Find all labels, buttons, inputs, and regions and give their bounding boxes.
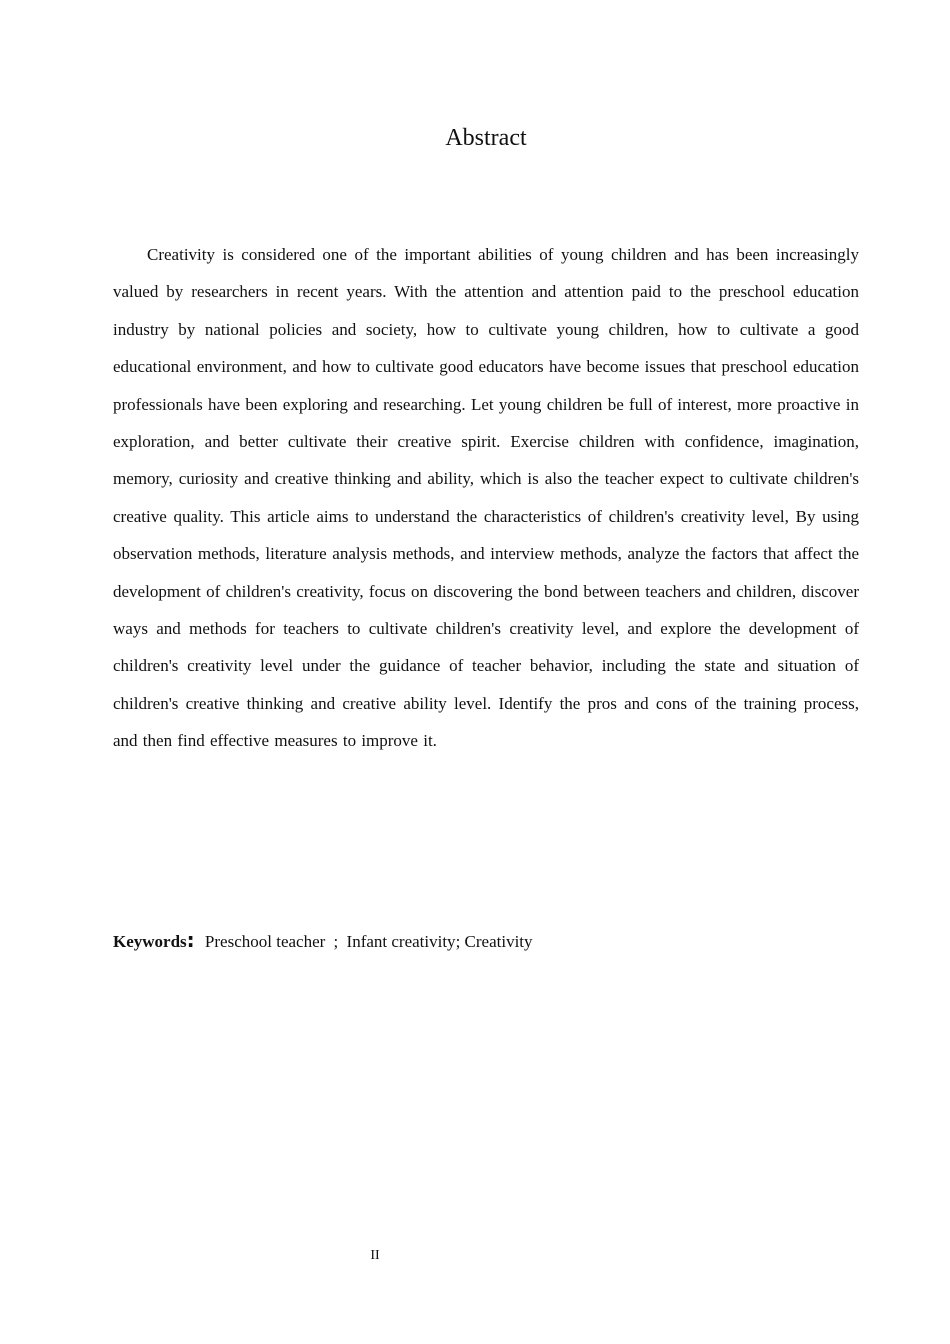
keywords-line (113, 926, 859, 956)
keyword-item: Preschool teacher (204, 932, 326, 951)
keyword-item: Infant creativity (346, 932, 456, 951)
abstract-paragraph: Creativity is considered one of the important abilities of young children and has been increasingly valued by researchers in recent years. With the attention and attention paid to the preschool education industry by national policies and society, how to cultivate young children, how to cultivate a good educational environment, and how to cultivate good educators have become issues that preschool education professionals have been exploring and researching. Let young children be full of interest, more proactive in exploration, and better cultivate their creative spirit. Exercise children with confidence, imagination, memory, curiosity and creative thinking and ability, which is also the teacher expect to cultivate children's creative quality. This article aims to understand the characteristics of children's creativity level, By using observation methods, literature analysis methods, and interview methods, analyze the factors that affect the development of children's creativity, focus on discovering the bond between teachers and children, discover ways and methods for teachers to cultivate children's creativity level, and explore the development of children's creativity level under the guidance of teacher behavior, including the state and situation of children's creative thinking and creative ability level. Identify the pros and cons of the training process, and then find effective measures to improve it. (113, 245, 859, 751)
keywords-label: Keywords (113, 932, 187, 951)
keywords-colon: : (186, 928, 195, 952)
keyword-separator: ; (455, 932, 461, 951)
page-title: Abstract (445, 125, 527, 151)
keyword-item: Creativity (464, 932, 533, 951)
page-number: II (370, 1248, 380, 1263)
keyword-separator: ; (333, 932, 339, 951)
